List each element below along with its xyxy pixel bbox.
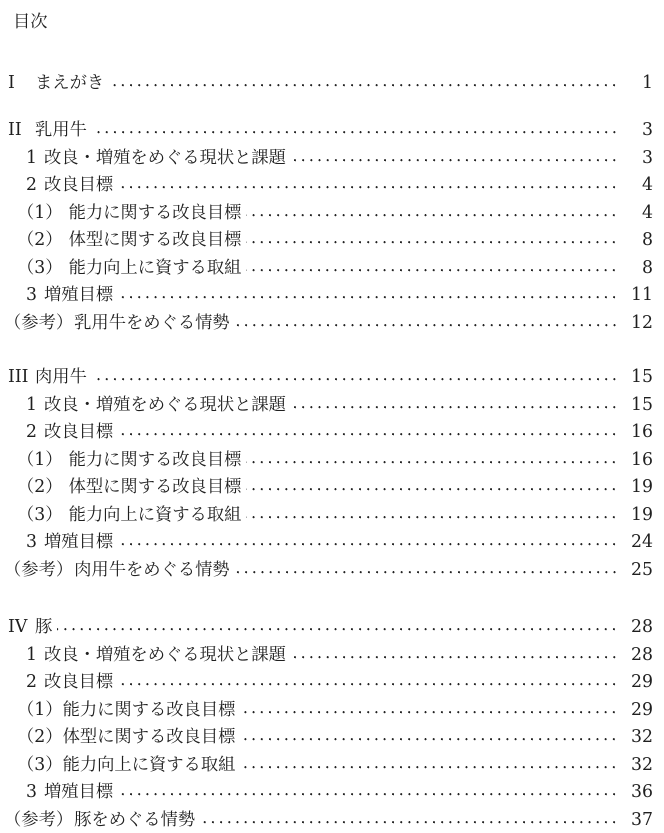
toc-entry: [0, 807, 653, 833]
toc-entry: [0, 557, 653, 585]
toc-entry-marker: II: [8, 120, 22, 140]
toc-entry-title: 体型に関する改良目標: [62, 727, 236, 747]
toc-entry: [0, 752, 653, 780]
toc-entry-marker: （参考）: [4, 312, 74, 333]
toc-entry-marker: 3: [26, 532, 37, 552]
toc-section-dairy-cattle: [0, 117, 653, 337]
dot-leader: [240, 710, 620, 715]
dot-leader: [118, 295, 620, 300]
toc-entry-marker: （2）: [17, 477, 63, 497]
toc-entry: [0, 502, 653, 530]
toc-entry-marker: IV: [8, 617, 28, 637]
toc-entry-title: 増殖目標: [44, 285, 114, 305]
toc-entry-title: 能力に関する改良目標: [62, 699, 236, 720]
toc-entry-page: 8: [642, 230, 653, 250]
toc-entry-title: 能力向上に資する取組: [68, 504, 242, 525]
toc-entry-title: 体型に関する改良目標: [68, 477, 242, 497]
toc-entry-title: 改良・増殖をめぐる現状と課題: [44, 394, 286, 415]
dot-leader: [291, 158, 620, 163]
toc-entry: [0, 642, 653, 670]
toc-entry-marker: 2: [26, 672, 37, 692]
toc-entry-title: 能力向上に資する取組: [68, 257, 242, 278]
toc-entry-marker: （3）: [17, 754, 63, 775]
dot-leader: [246, 460, 620, 465]
page-title: 目次: [13, 12, 48, 32]
toc-entry-page: 16: [631, 422, 653, 442]
toc-entry-marker: （1）: [17, 449, 63, 470]
toc-entry-page: 37: [631, 809, 653, 830]
toc-entry-title: 豚: [35, 617, 53, 637]
toc-entry-title: まえがき: [35, 72, 105, 93]
toc-entry-title: 増殖目標: [44, 782, 114, 802]
dot-leader: [246, 268, 620, 273]
toc-entry-page: 25: [631, 559, 653, 580]
dot-leader: [118, 542, 620, 547]
dot-leader: [291, 405, 620, 410]
dot-leader: [240, 737, 620, 742]
toc-entry: [0, 447, 653, 475]
toc-entry-page: 4: [642, 175, 653, 195]
toc-entry-marker: 1: [26, 644, 37, 665]
toc-entry-title: 能力に関する改良目標: [68, 449, 242, 470]
toc-entry-page: 29: [631, 672, 653, 692]
toc-entry: [0, 529, 653, 557]
toc-entry: [0, 145, 653, 173]
toc-entry: [0, 779, 653, 807]
toc-entry-page: 28: [631, 617, 653, 637]
toc-entry-marker: （3）: [17, 504, 63, 525]
toc-entry: [0, 200, 653, 228]
toc-entry-page: 32: [631, 754, 653, 775]
dot-leader: [235, 323, 620, 328]
dot-leader: [118, 185, 620, 190]
toc-entry-title: 改良目標: [44, 672, 114, 692]
toc-entry: [0, 255, 653, 283]
toc-entry-page: 1: [642, 72, 653, 93]
toc-entry-marker: III: [8, 367, 29, 387]
dot-leader: [92, 377, 620, 382]
toc-entry-page: 11: [631, 285, 653, 305]
toc-entry-marker: 2: [26, 175, 37, 195]
dot-leader: [291, 655, 620, 660]
dot-leader: [246, 240, 620, 245]
dot-leader: [200, 820, 620, 825]
toc-entry: [0, 227, 653, 255]
toc-entry-page: 4: [642, 202, 653, 223]
toc-entry: [0, 474, 653, 502]
toc-entry: [0, 310, 653, 338]
dot-leader: [246, 515, 620, 520]
toc-entry: [0, 364, 653, 392]
toc-entry-title: 体型に関する改良目標: [68, 230, 242, 250]
toc-entry-marker: （1）: [17, 202, 63, 223]
toc-entry-page: 24: [631, 532, 653, 552]
toc-entry-marker: （1）: [17, 699, 63, 720]
toc-section-maegaki: [0, 70, 653, 98]
toc-entry-title: 能力に関する改良目標: [68, 202, 242, 223]
toc-entry-title: 豚をめぐる情勢: [74, 809, 196, 830]
toc-entry-page: 3: [642, 147, 653, 168]
toc-entry-page: 28: [631, 644, 653, 665]
toc-entry-marker: 3: [26, 285, 37, 305]
toc-entry: [0, 70, 653, 98]
toc-entry-title: 肉用牛をめぐる情勢: [74, 559, 230, 580]
toc-entry: [0, 669, 653, 697]
toc-entry: [0, 172, 653, 200]
toc-entry: [0, 419, 653, 447]
toc-entry-page: 19: [631, 504, 653, 525]
toc-entry-page: 15: [631, 394, 653, 415]
toc-entry-page: 16: [631, 449, 653, 470]
toc-entry-title: 改良目標: [44, 422, 114, 442]
dot-leader: [118, 682, 620, 687]
toc-entry: [0, 117, 653, 145]
dot-leader: [235, 570, 620, 575]
toc-entry-marker: （参考）: [4, 559, 74, 580]
toc-entry-marker: （2）: [17, 230, 63, 250]
toc-entry-title: 増殖目標: [44, 532, 114, 552]
toc-entry-page: 29: [631, 699, 653, 720]
dot-leader: [57, 627, 620, 632]
dot-leader: [118, 792, 620, 797]
toc-entry-page: 12: [631, 312, 653, 333]
toc-entry-marker: 2: [26, 422, 37, 442]
toc-entry-marker: 1: [26, 394, 37, 415]
dot-leader: [246, 213, 620, 218]
dot-leader: [118, 432, 620, 437]
toc-entry-page: 3: [642, 120, 653, 140]
dot-leader: [240, 765, 620, 770]
toc-entry-marker: 3: [26, 782, 37, 802]
toc-entry: [0, 392, 653, 420]
toc-entry-title: 改良・増殖をめぐる現状と課題: [44, 147, 286, 168]
toc-entry-marker: （2）: [17, 727, 63, 747]
toc-entry: [0, 697, 653, 725]
toc-section-pigs: [0, 614, 653, 833]
dot-leader: [92, 130, 620, 135]
toc-entry-title: 改良目標: [44, 175, 114, 195]
toc-entry-title: 乳用牛をめぐる情勢: [74, 312, 230, 333]
toc-entry-title: 改良・増殖をめぐる現状と課題: [44, 644, 286, 665]
dot-leader: [246, 487, 620, 492]
toc-entry: [0, 282, 653, 310]
toc-entry-page: 8: [642, 257, 653, 278]
toc-entry-page: 19: [631, 477, 653, 497]
toc-entry: [0, 614, 653, 642]
toc-entry-page: 32: [631, 727, 653, 747]
toc-entry-title: 能力向上に資する取組: [62, 754, 236, 775]
toc-entry-marker: （3）: [17, 257, 63, 278]
toc-entry-title: 乳用牛: [35, 120, 87, 140]
dot-leader: [109, 83, 620, 88]
toc-entry-title: 肉用牛: [35, 367, 87, 387]
toc-entry-page: 15: [631, 367, 653, 387]
toc-entry-marker: I: [8, 72, 15, 93]
toc-entry-marker: （参考）: [4, 809, 74, 830]
toc-entry: [0, 724, 653, 752]
toc-entry-page: 36: [631, 782, 653, 802]
toc-entry-marker: 1: [26, 147, 37, 168]
toc-section-beef-cattle: [0, 364, 653, 584]
